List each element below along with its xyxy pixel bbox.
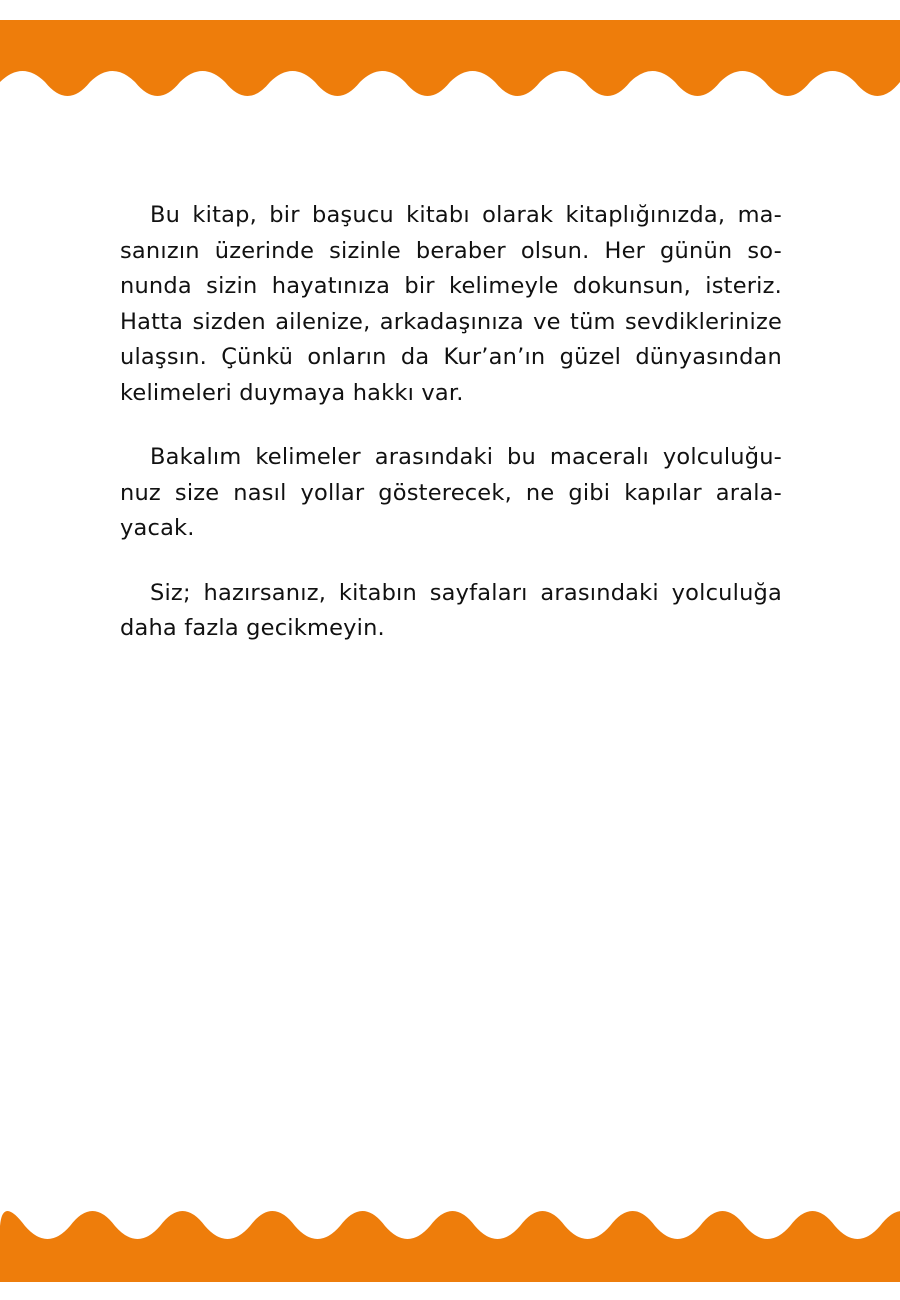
paragraph-line: kelimeleri duymaya hakkı var. — [120, 379, 464, 406]
bottom-wavy-border — [0, 1196, 900, 1282]
paragraph-1 — [120, 198, 782, 411]
top-wavy-border — [0, 20, 900, 110]
paragraph-line: Hatta sizden ailenize, arkadaşınıza ve tüm sevdiklerinize — [120, 308, 782, 335]
paragraph-line: yacak. — [120, 515, 195, 541]
paragraph-line: Bakalım kelimeler arasındaki bu maceralı yolculuğu- — [150, 444, 782, 470]
paragraph-line: ulaşsın. Çünkü onların da Kur’an’ın güzel dünyasından — [120, 344, 782, 370]
paragraph-line: nunda sizin hayatınıza bir kelimeyle dokunsun, isteriz. — [120, 273, 782, 299]
paragraph-2 — [120, 440, 782, 547]
paragraph-line: sanızın üzerinde sizinle beraber olsun. Her günün so- — [120, 237, 782, 264]
paragraph-line: Bu kitap, bir başucu kitabı olarak kitaplığınızda, ma- — [150, 202, 782, 228]
paragraph-line: daha fazla gecikmeyin. — [120, 615, 385, 641]
paragraph-line: Siz; hazırsanız, kitabın sayfaları arasındaki yolculuğa — [150, 579, 782, 606]
paragraph-3 — [120, 576, 782, 647]
text-body — [120, 198, 782, 676]
paragraph-line: nuz size nasıl yollar gösterecek, ne gibi kapılar arala- — [120, 479, 782, 506]
